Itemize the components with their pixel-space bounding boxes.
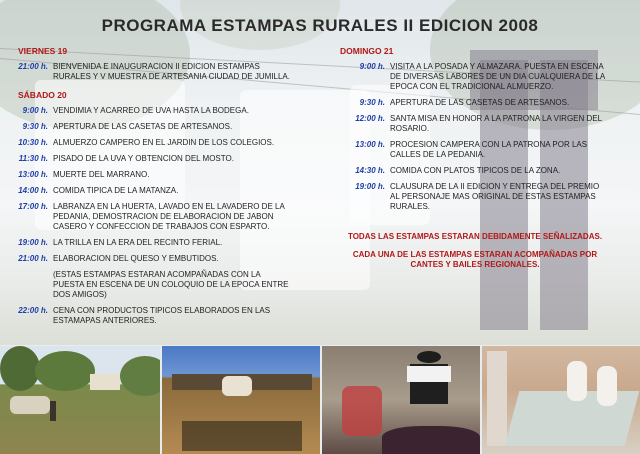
schedule-time: 19:00 h. bbox=[18, 238, 48, 247]
schedule-description: VISITA A LA POSADA Y ALMAZARA. PUESTA EN ESCENA DE DIVERSAS LABORES DE UN DIA CUALQUIERA DE LA EPOCA CON EL TRADICIONAL ALMUERZO. bbox=[390, 62, 605, 91]
schedule-time: 12:00 h. bbox=[355, 114, 385, 123]
schedule-time: 17:00 h. bbox=[18, 202, 48, 211]
schedule-item bbox=[340, 182, 610, 212]
schedule-time: 9:30 h. bbox=[359, 98, 385, 107]
schedule-item bbox=[340, 140, 610, 160]
schedule-time: 9:00 h. bbox=[359, 62, 385, 71]
schedule-item bbox=[18, 186, 293, 196]
day-heading-saturday: SÁBADO 20 bbox=[18, 90, 67, 100]
schedule-description: PISADO DE LA UVA Y OBTENCION DEL MOSTO. bbox=[53, 154, 234, 163]
schedule-time: 13:00 h. bbox=[355, 140, 385, 149]
schedule-description: APERTURA DE LAS CASETAS DE ARTESANOS. bbox=[53, 122, 233, 131]
schedule-description: COMIDA CON PLATOS TIPICOS DE LA ZONA. bbox=[390, 166, 561, 175]
schedule-description: MUERTE DEL MARRANO. bbox=[53, 170, 150, 179]
schedule-description: COMIDA TIPICA DE LA MATANZA. bbox=[53, 186, 179, 195]
photo-washing bbox=[482, 346, 640, 454]
schedule-time: 9:00 h. bbox=[22, 106, 48, 115]
schedule-item bbox=[18, 154, 293, 164]
schedule-description: BIENVENIDA E INAUGURACION II EDICION ESTAMPAS RURALES Y V MUESTRA DE ARTESANIA CIUDAD DE JUMILLA. bbox=[53, 62, 290, 81]
schedule-time bbox=[18, 270, 53, 300]
schedule-list-sunday bbox=[340, 62, 610, 212]
schedule-item bbox=[18, 138, 293, 148]
schedule-item bbox=[340, 114, 610, 134]
schedule-time: 21:00 h. bbox=[18, 254, 48, 263]
left-column bbox=[18, 46, 293, 332]
schedule-list-friday bbox=[18, 62, 293, 82]
photo-threshing bbox=[162, 346, 320, 454]
schedule-item bbox=[18, 170, 293, 180]
schedule-item bbox=[18, 106, 293, 116]
schedule-time: 14:00 h. bbox=[18, 186, 48, 195]
schedule-time: 9:30 h. bbox=[22, 122, 48, 131]
schedule-time: 11:30 h. bbox=[18, 154, 48, 163]
schedule-item bbox=[18, 202, 293, 232]
day-heading-friday: VIERNES 19 bbox=[18, 46, 68, 56]
schedule-item bbox=[340, 98, 610, 108]
schedule-description: (ESTAS ESTAMPAS ESTARAN ACOMPAÑADAS CON LA PUESTA EN ESCENA DE UN COLOQUIO DE LA EPOCA ENTRE DOS AMIGOS) bbox=[53, 270, 289, 299]
schedule-time: 13:00 h. bbox=[18, 170, 48, 179]
schedule-item bbox=[340, 166, 610, 176]
schedule-description: LABRANZA EN LA HUERTA, LAVADO EN EL LAVADERO DE LA PEDANIA, DEMOSTRACION DE ELABORACION DE JABON CASERO Y CONFECCION DE TRABAJOS CON ESPARTO. bbox=[53, 202, 285, 231]
schedule-description: PROCESION CAMPERA CON LA PATRONA POR LAS CALLES DE LA PEDANIA. bbox=[390, 140, 588, 159]
schedule-item bbox=[18, 122, 293, 132]
schedule-time: 14:30 h. bbox=[355, 166, 385, 175]
schedule-item bbox=[18, 238, 293, 248]
schedule-item bbox=[340, 62, 610, 92]
schedule-time: 19:00 h. bbox=[355, 182, 385, 191]
schedule-item bbox=[18, 62, 293, 82]
schedule-time: 10:30 h. bbox=[18, 138, 48, 147]
schedule-description: APERTURA DE LAS CASETAS DE ARTESANOS. bbox=[390, 98, 570, 107]
schedule-description: CLAUSURA DE LA II EDICION Y ENTREGA DEL PREMIO AL PERSONAJE MAS ORIGINAL DE ESTAS ESTAMPAS RURALES. bbox=[390, 182, 600, 211]
schedule-description: LA TRILLA EN LA ERA DEL RECINTO FERIAL. bbox=[53, 238, 223, 247]
schedule-description: SANTA MISA EN HONOR A LA PATRONA LA VIRGEN DEL ROSARIO. bbox=[390, 114, 602, 133]
schedule-description: ELABORACION DEL QUESO Y EMBUTIDOS. bbox=[53, 254, 219, 263]
schedule-item bbox=[18, 270, 293, 300]
photo-grape-stomping bbox=[322, 346, 480, 454]
day-heading-sunday: DOMINGO 21 bbox=[340, 46, 394, 56]
page-title: PROGRAMA ESTAMPAS RURALES II EDICION 2008 bbox=[101, 16, 539, 35]
schedule-description: ALMUERZO CAMPERO EN EL JARDIN DE LOS COLEGIOS. bbox=[53, 138, 275, 147]
right-column bbox=[340, 46, 610, 270]
schedule-item bbox=[18, 306, 293, 326]
schedule-time: 21:00 h. bbox=[18, 62, 48, 71]
schedule-time: 22:00 h. bbox=[18, 306, 48, 315]
schedule-list-saturday bbox=[18, 106, 293, 326]
schedule-item bbox=[18, 254, 293, 264]
schedule-description: VENDIMIA Y ACARREO DE UVA HASTA LA BODEGA. bbox=[53, 106, 249, 115]
photo-strip bbox=[0, 346, 640, 454]
note-signage: TODAS LAS ESTAMPAS ESTARAN DEBIDAMENTE SEÑALIZADAS. bbox=[347, 232, 603, 241]
schedule-description: CENA CON PRODUCTOS TIPICOS ELABORADOS EN LAS ESTAMAPAS ANTERIORES. bbox=[53, 306, 271, 325]
photo-plowing bbox=[0, 346, 160, 454]
note-music: CADA UNA DE LAS ESTAMPAS ESTARAN ACOMPAÑADAS POR CANTES Y BAILES REGIONALES. bbox=[352, 250, 598, 269]
